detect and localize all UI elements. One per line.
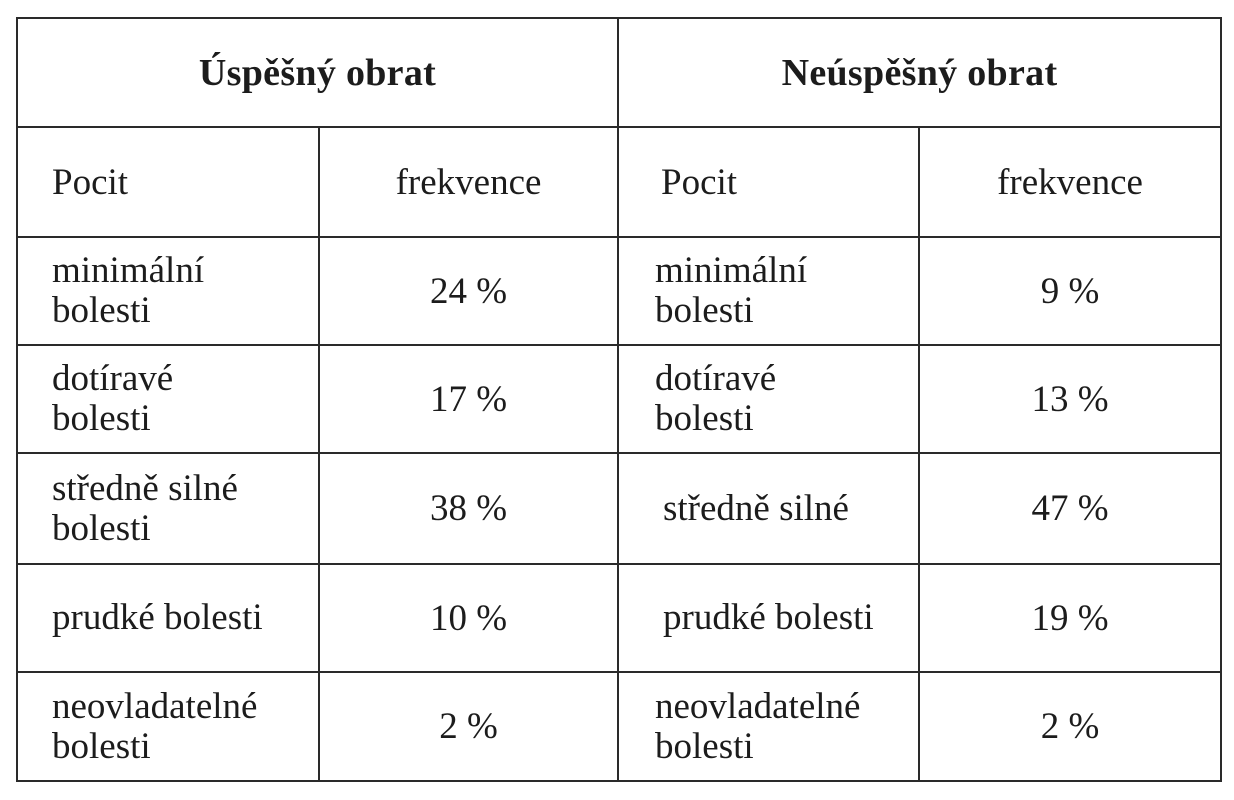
- table-row-label: prudké bolesti: [663, 597, 874, 638]
- table-row-value: 47 %: [1031, 488, 1109, 529]
- table-row-value: 13 %: [1031, 378, 1109, 420]
- table-row-label: neovladatelné bolesti: [655, 685, 861, 767]
- table-row-label: minimální bolesti: [655, 250, 808, 331]
- table-row-label: prudké bolesti: [52, 597, 263, 638]
- group-header-unsuccessful: Neúspěšný obrat: [781, 51, 1058, 94]
- table-row-value: 19 %: [1031, 597, 1109, 639]
- table-row-value: 24 %: [429, 270, 508, 312]
- table-row-label: dotíravé bolesti: [52, 358, 174, 439]
- column-header-feeling: Pocit: [661, 161, 738, 203]
- table-row-value: 10 %: [429, 597, 508, 639]
- table-row-label: neovladatelné bolesti: [52, 685, 258, 767]
- table-bottom-border: [16, 780, 1222, 782]
- table-row-value: 38 %: [429, 488, 508, 529]
- table-row-label: středně silné bolesti: [52, 467, 238, 549]
- table-row-value: 2 %: [1040, 706, 1100, 747]
- table-row-value: 2 %: [439, 706, 498, 747]
- table-row-value: 17 %: [429, 378, 508, 420]
- table-row-value: 9 %: [1040, 270, 1100, 312]
- table-right-border: [1220, 17, 1222, 782]
- column-header-frequency: frekvence: [395, 161, 542, 203]
- group-header-successful: Úspěšný obrat: [198, 51, 437, 94]
- table-row-label: dotíravé bolesti: [655, 358, 777, 439]
- column-header-frequency: frekvence: [997, 161, 1143, 203]
- column-header-feeling: Pocit: [52, 161, 129, 203]
- table-row-label: středně silné: [663, 487, 849, 529]
- table-row-label: minimální bolesti: [52, 250, 205, 331]
